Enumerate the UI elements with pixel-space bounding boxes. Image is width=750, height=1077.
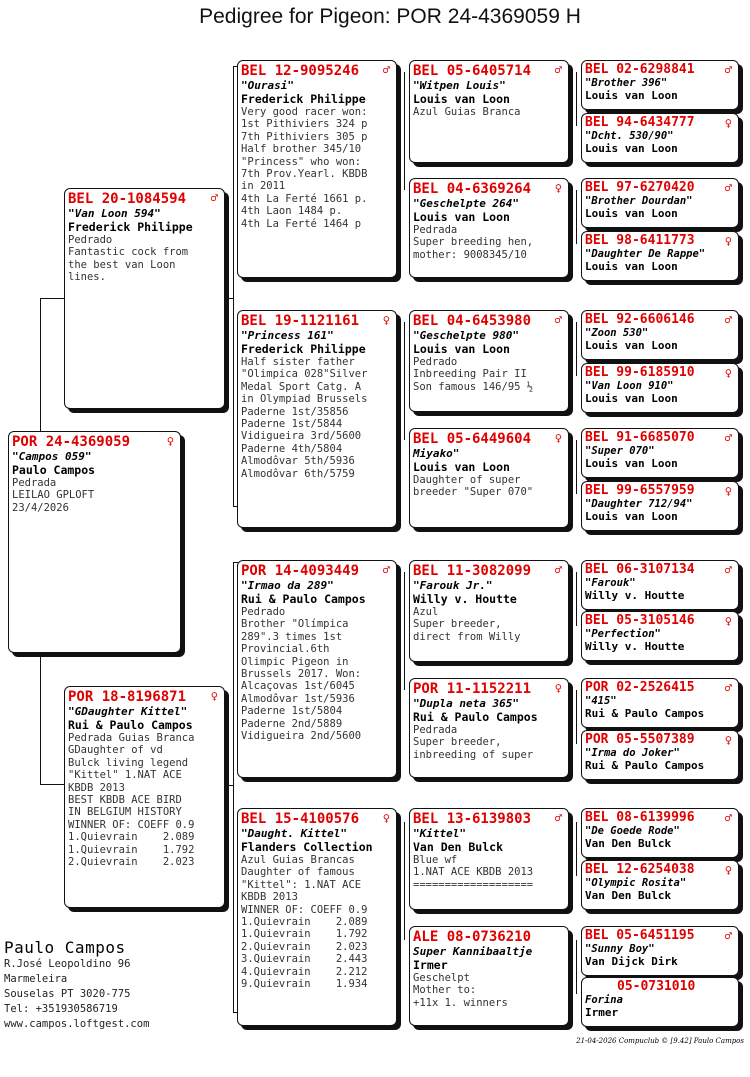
bird-owner: Louis van Loon	[585, 89, 678, 102]
female-sex-icon: ♀	[724, 614, 732, 628]
ring-number: BEL 92-6606146	[585, 312, 695, 327]
bird-note: 4th Laon 1484 p.	[241, 205, 343, 218]
female-sex-icon: ♀	[724, 863, 732, 877]
bird-note: Azul Guias Brancas	[241, 854, 355, 866]
pedigree-card-dsd[interactable]	[409, 678, 569, 778]
bird-note: Pedrada	[413, 224, 458, 236]
ring-number: BEL 94-6434777	[585, 115, 695, 130]
bird-name: Super Kannibaaltje	[413, 945, 533, 958]
pedigree-card-dds[interactable]	[409, 808, 569, 910]
bird-owner: Van Den Bulck	[585, 837, 672, 850]
ring-number: BEL 12-9095246	[241, 63, 360, 79]
bird-note: LEILAO GPLOFT	[12, 489, 95, 502]
female-sex-icon: ♀	[210, 689, 218, 703]
bird-name: "Geschelpte 264"	[413, 197, 519, 210]
ring-number: BEL 05-3105146	[585, 613, 695, 628]
bird-owner: Rui & Paulo Campos	[585, 759, 705, 772]
pedigree-card-sss[interactable]	[409, 60, 569, 163]
breeder-address-street: R.José Leopoldino 96	[4, 958, 131, 970]
ring-number: BEL 05-6405714	[413, 63, 532, 79]
pedigree-card-g1[interactable]	[581, 60, 739, 110]
breeder-phone: Tel: +351930586719	[4, 1003, 118, 1015]
bird-owner: Louis van Loon	[413, 342, 510, 356]
bird-note: 3.Quievrain 2.443	[241, 953, 368, 966]
bird-note: Super breeding hen,	[413, 236, 534, 249]
male-sex-icon: ♂	[382, 563, 390, 577]
ring-number: BEL 97-6270420	[585, 180, 695, 195]
bird-name: "Daughter 712/94"	[585, 498, 693, 510]
pedigree-card-dss[interactable]	[409, 560, 569, 662]
bird-name: "Witpen Louis"	[413, 79, 506, 92]
bird-note: Pedrado	[68, 234, 113, 246]
bird-note: Vidigueira 2nd/5600	[241, 730, 362, 743]
bird-name: "Irmao da 289"	[241, 579, 334, 592]
bird-name: "Sunny Boy"	[585, 943, 655, 955]
bird-note: Azul Guias Branca	[413, 106, 521, 118]
ring-number: POR 11-1152211	[413, 681, 532, 697]
bird-name: "Brother Dourdan"	[585, 195, 693, 207]
bird-owner: Frederick Philippe	[241, 342, 366, 356]
bird-note: GDaughter of vd	[68, 744, 163, 757]
bird-owner: Rui & Paulo Campos	[241, 592, 366, 606]
bird-owner: Louis van Loon	[585, 142, 678, 155]
bird-note: lines.	[68, 271, 106, 284]
bird-note: 1.Quievrain 1.792	[68, 843, 195, 856]
bird-note: 1.Quievrain 1.792	[241, 928, 368, 941]
ring-number: POR 18-8196871	[68, 689, 187, 705]
female-sex-icon: ♀	[166, 434, 174, 448]
bird-name: "Irma do Joker"	[585, 747, 680, 759]
bird-owner: Louis van Loon	[585, 457, 678, 470]
bird-name: "Farouk Jr."	[413, 579, 493, 592]
bird-owner: Frederick Philippe	[68, 220, 193, 234]
bird-note: direct from Willy	[413, 630, 521, 643]
pedigree-card-g16[interactable]	[581, 977, 739, 1027]
pedigree-card-g13[interactable]	[581, 808, 739, 858]
breeder-address-town: Marmeleira	[4, 973, 68, 985]
ring-number: BEL 99-6557959	[585, 483, 695, 498]
pedigree-card-g10[interactable]	[581, 611, 739, 661]
pedigree-card-g4[interactable]	[581, 231, 739, 281]
bird-note: Half sister father	[241, 356, 355, 368]
bird-owner: Louis van Loon	[413, 92, 510, 106]
bird-name: "De Goede Rode"	[585, 825, 680, 837]
bird-note: "Olimpica 028"Silver	[241, 368, 368, 381]
bird-note: "Kittel" 1.NAT ACE	[68, 769, 182, 782]
bird-note: 4.Quievrain 2.212	[241, 965, 368, 978]
bird-owner: Rui & Paulo Campos	[68, 718, 193, 732]
bird-owner: Frederick Philippe	[241, 92, 366, 106]
bird-note: Very good racer won:	[241, 106, 368, 118]
bird-note: 23/4/2026	[12, 501, 69, 514]
bird-note: Pedrado	[241, 606, 286, 618]
bird-note: Olimpic Pigeon in	[241, 655, 349, 668]
female-sex-icon: ♀	[382, 811, 390, 825]
ring-number: BEL 04-6369264	[413, 181, 532, 197]
bird-name: "Dcht. 530/90"	[585, 130, 674, 142]
bird-owner: Irmer	[413, 958, 448, 972]
bird-note: KBDB 2013	[68, 781, 125, 794]
female-sex-icon: ♀	[382, 313, 390, 327]
bird-note: 7th Prov.Yearl. KBDB	[241, 168, 368, 181]
pedigree-card-g15[interactable]	[581, 926, 739, 976]
pedigree-card-sdd[interactable]	[409, 428, 569, 528]
male-sex-icon: ♂	[724, 563, 732, 577]
bird-owner: Van Den Bulck	[585, 889, 672, 902]
male-sex-icon: ♂	[724, 811, 732, 825]
female-sex-icon: ♀	[554, 181, 562, 195]
bird-note: "Kittel": 1.NAT ACE	[241, 878, 362, 891]
bird-owner: Irmer	[585, 1006, 619, 1019]
breeder-name: Paulo Campos	[4, 938, 126, 957]
bird-note: Pedrado	[413, 356, 458, 368]
bird-name: "Geschelpte 980"	[413, 329, 519, 342]
bird-note: Vidigueira 3rd/5600	[241, 430, 362, 443]
pedigree-card-g11[interactable]	[581, 678, 739, 728]
bird-name: "Daught. Kittel"	[241, 827, 347, 840]
male-sex-icon: ♂	[724, 431, 732, 445]
bird-note: Provincial.6th	[241, 643, 330, 656]
bird-owner: Willy v. Houtte	[585, 589, 685, 602]
bird-note: Azul	[413, 606, 439, 618]
ring-number: POR 05-5507389	[585, 732, 695, 747]
bird-note: +11x 1. winners	[413, 996, 508, 1009]
bird-note: Almodôvar 1st/5936	[241, 692, 355, 705]
pedigree-card-g2[interactable]	[581, 113, 739, 163]
female-sex-icon: ♀	[554, 681, 562, 695]
male-sex-icon: ♂	[382, 63, 390, 77]
breeder-address-postal: Souselas PT 3020-775	[4, 988, 131, 1000]
female-sex-icon: ♀	[724, 366, 732, 380]
bird-note: Super breeder,	[413, 618, 502, 631]
bird-note: inbreeding of super	[413, 748, 534, 761]
pedigree-card-sire[interactable]	[64, 188, 225, 409]
ring-number: BEL 11-3082099	[413, 563, 532, 579]
bird-note: Pedrada	[413, 724, 458, 736]
bird-owner: Van Dijck Dirk	[585, 955, 678, 968]
bird-owner: Louis van Loon	[585, 207, 678, 220]
pedigree-card-g9[interactable]	[581, 560, 739, 610]
bird-owner: Louis van Loon	[585, 392, 678, 405]
ring-number: BEL 08-6139996	[585, 810, 695, 825]
bird-note: Paderne 2nd/5889	[241, 717, 343, 730]
bird-note: Alcaçovas 1st/6045	[241, 680, 355, 693]
bird-name: "Van Loon 910"	[585, 380, 674, 392]
pedigree-card-subject[interactable]	[8, 431, 181, 653]
bird-name: "Campos 059"	[12, 450, 92, 463]
ring-number: BEL 04-6453980	[413, 313, 532, 329]
bird-note: 2.Quievrain 2.023	[241, 940, 368, 953]
bird-note: IN BELGIUM HISTORY	[68, 806, 182, 819]
bird-note: 7th Pithiviers 305 p	[241, 130, 368, 143]
bird-note: Paderne 1st/35856	[241, 405, 349, 418]
bird-note: Paderne 4th/5804	[241, 442, 343, 455]
bird-note: Half brother 345/10	[241, 143, 362, 156]
bird-note: Brussels 2017. Won:	[241, 668, 362, 681]
bird-name: Forina	[585, 994, 623, 1006]
bird-name: "GDaughter Kittel"	[68, 705, 188, 718]
pedigree-card-sds[interactable]	[409, 310, 569, 412]
page-title: Pedigree for Pigeon: POR 24-4369059 H	[199, 5, 581, 28]
bird-note: KBDB 2013	[241, 891, 298, 904]
pedigree-card-g6[interactable]	[581, 363, 739, 413]
bird-note: "Princess" who won:	[241, 155, 362, 168]
pedigree-card-g5[interactable]	[581, 310, 739, 360]
bird-note: 2.Quievrain 2.023	[68, 856, 195, 869]
ring-number: BEL 91-6685070	[585, 430, 695, 445]
pedigree-card-g12[interactable]	[581, 730, 739, 780]
bird-owner: Rui & Paulo Campos	[585, 707, 705, 720]
ring-number: BEL 15-4100576	[241, 811, 360, 827]
bird-note: in Olympiad Brussels	[241, 393, 368, 406]
bird-note: Son famous 146/95 ½	[413, 380, 534, 393]
bird-name: "Daughter De Rappe"	[585, 248, 706, 260]
bird-note: 9.Quievrain 1.934	[241, 978, 368, 991]
ring-number: BEL 98-6411773	[585, 233, 695, 248]
ring-number: POR 24-4369059	[12, 434, 131, 450]
breeder-website-link[interactable]: www.campos.loftgest.com	[4, 1018, 150, 1030]
bird-name: "Olympic Rosita"	[585, 877, 687, 889]
footer-credit: 21-04-2026 Compuclub © [9.42] Paulo Campos	[576, 1037, 744, 1045]
male-sex-icon: ♂	[724, 313, 732, 327]
bird-note: Brother "Olímpica	[241, 618, 349, 631]
ring-number: BEL 02-6298841	[585, 62, 695, 77]
pedigree-card-ds[interactable]	[237, 560, 397, 778]
ring-number: BEL 12-6254038	[585, 862, 695, 877]
female-sex-icon: ♀	[724, 484, 732, 498]
bird-note: Pedrada	[12, 477, 57, 489]
pedigree-card-ddd[interactable]	[409, 926, 569, 1026]
bird-name: Miyako"	[413, 447, 460, 460]
bird-note: Paderne 1st/5804	[241, 705, 343, 718]
bird-note: Inbreeding Pair II	[413, 368, 527, 381]
pedigree-card-dd[interactable]	[237, 808, 397, 1026]
pedigree-card-g7[interactable]	[581, 428, 739, 478]
bird-note: Fantastic cock from	[68, 246, 189, 259]
pedigree-card-g8[interactable]	[581, 481, 739, 531]
ring-number: POR 02-2526415	[585, 680, 695, 695]
ring-number: BEL 99-6185910	[585, 365, 695, 380]
bird-owner: Paulo Campos	[12, 463, 96, 477]
female-sex-icon: ♀	[724, 116, 732, 130]
bird-note: Geschelpt	[413, 972, 470, 984]
pedigree-card-g14[interactable]	[581, 860, 739, 910]
bird-name: "Perfection"	[585, 628, 661, 640]
bird-note: Bulck living legend	[68, 756, 189, 769]
male-sex-icon: ♂	[554, 563, 562, 577]
bird-note: 4th La Ferté 1464 p	[241, 217, 362, 230]
bird-name: "Brother 396"	[585, 77, 668, 89]
bird-note: WINNER OF: COEFF 0.9	[241, 903, 368, 916]
male-sex-icon: ♂	[724, 929, 732, 943]
bird-owner: Rui & Paulo Campos	[413, 710, 538, 724]
male-sex-icon: ♂	[210, 191, 218, 205]
bird-name: "415"	[585, 695, 617, 707]
female-sex-icon: ♀	[554, 431, 562, 445]
bird-owner: Louis van Loon	[413, 460, 510, 474]
bird-note: 1.NAT ACE KBDB 2013	[413, 866, 534, 879]
male-sex-icon: ♂	[724, 681, 732, 695]
ring-number: BEL 20-1084594	[68, 191, 187, 207]
bird-note: Super breeder,	[413, 736, 502, 749]
ring-number: BEL 13-6139803	[413, 811, 532, 827]
bird-note: BEST KBDB ACE BIRD	[68, 794, 182, 807]
female-sex-icon: ♀	[724, 733, 732, 747]
pedigree-card-g3[interactable]	[581, 178, 739, 228]
bird-note: Daughter of famous	[241, 866, 355, 879]
bird-owner: Willy v. Houtte	[585, 640, 685, 653]
ring-number: BEL 05-6451195	[585, 928, 695, 943]
bird-note: Paderne 1st/5844	[241, 418, 343, 431]
bird-owner: Louis van Loon	[585, 260, 678, 273]
bird-note: 1.Quievrain 2.089	[241, 916, 368, 929]
bird-name: "Dupla neta 365"	[413, 697, 519, 710]
ring-number: BEL 05-6449604	[413, 431, 532, 447]
bird-owner: Willy v. Houtte	[413, 592, 517, 606]
bird-note: the best van Loon	[68, 258, 176, 271]
bird-note: Medal Sport Catg. A	[241, 380, 362, 393]
bird-note: Almodôvar 6th/5759	[241, 467, 355, 480]
pedigree-card-ss[interactable]	[237, 60, 397, 278]
breeder-contact	[4, 938, 149, 1032]
bird-name: "Ourasi"	[241, 79, 294, 92]
bird-note: 289".3 times 1st	[241, 630, 343, 643]
bird-note: WINNER OF: COEFF 0.9	[68, 818, 195, 831]
bird-name: "Farouk"	[585, 577, 636, 589]
male-sex-icon: ♂	[724, 63, 732, 77]
pedigree-card-dam[interactable]	[64, 686, 225, 908]
bird-note: mother: 9008345/10	[413, 248, 527, 261]
pedigree-card-sd[interactable]	[237, 310, 397, 528]
male-sex-icon: ♂	[554, 313, 562, 327]
bird-note: breeder "Super 070"	[413, 486, 534, 499]
bird-name: "Super 070"	[585, 445, 655, 457]
bird-name: "Princess 161"	[241, 329, 334, 342]
bird-note: Mother to:	[413, 984, 477, 997]
bird-owner: Louis van Loon	[585, 339, 678, 352]
bird-note: 4th La Ferté 1661 p.	[241, 192, 368, 205]
bird-note: 1st Pithiviers 324 p	[241, 118, 368, 131]
bird-note: Pedrada Guias Branca	[68, 732, 195, 744]
bird-note: Blue wf	[413, 854, 458, 866]
bird-owner: Louis van Loon	[585, 510, 678, 523]
ring-number: BEL 19-1121161	[241, 313, 360, 329]
bird-owner: Louis van Loon	[413, 210, 510, 224]
male-sex-icon: ♂	[724, 181, 732, 195]
female-sex-icon: ♀	[724, 234, 732, 248]
ring-number: ALE 08-0736210	[413, 929, 532, 945]
bird-name: "Van Loon 594"	[68, 207, 161, 220]
ring-number: BEL 06-3107134	[585, 562, 695, 577]
bird-note: Almodôvar 5th/5936	[241, 455, 355, 468]
male-sex-icon: ♂	[554, 811, 562, 825]
bird-owner: Van Den Bulck	[413, 840, 504, 854]
ring-number: 05-0731010	[617, 979, 696, 994]
bird-note: Daughter of super	[413, 474, 521, 486]
pedigree-card-ssd[interactable]	[409, 178, 569, 278]
bird-note: ===================	[413, 878, 534, 891]
bird-name: "Kittel"	[413, 827, 466, 840]
bird-note: in 2011	[241, 180, 286, 193]
bird-owner: Flanders Collection	[241, 840, 373, 854]
bird-note: 1.Quievrain 2.089	[68, 831, 195, 844]
male-sex-icon: ♂	[554, 63, 562, 77]
bird-name: "Zoon 530"	[585, 327, 649, 339]
ring-number: POR 14-4093449	[241, 563, 360, 579]
